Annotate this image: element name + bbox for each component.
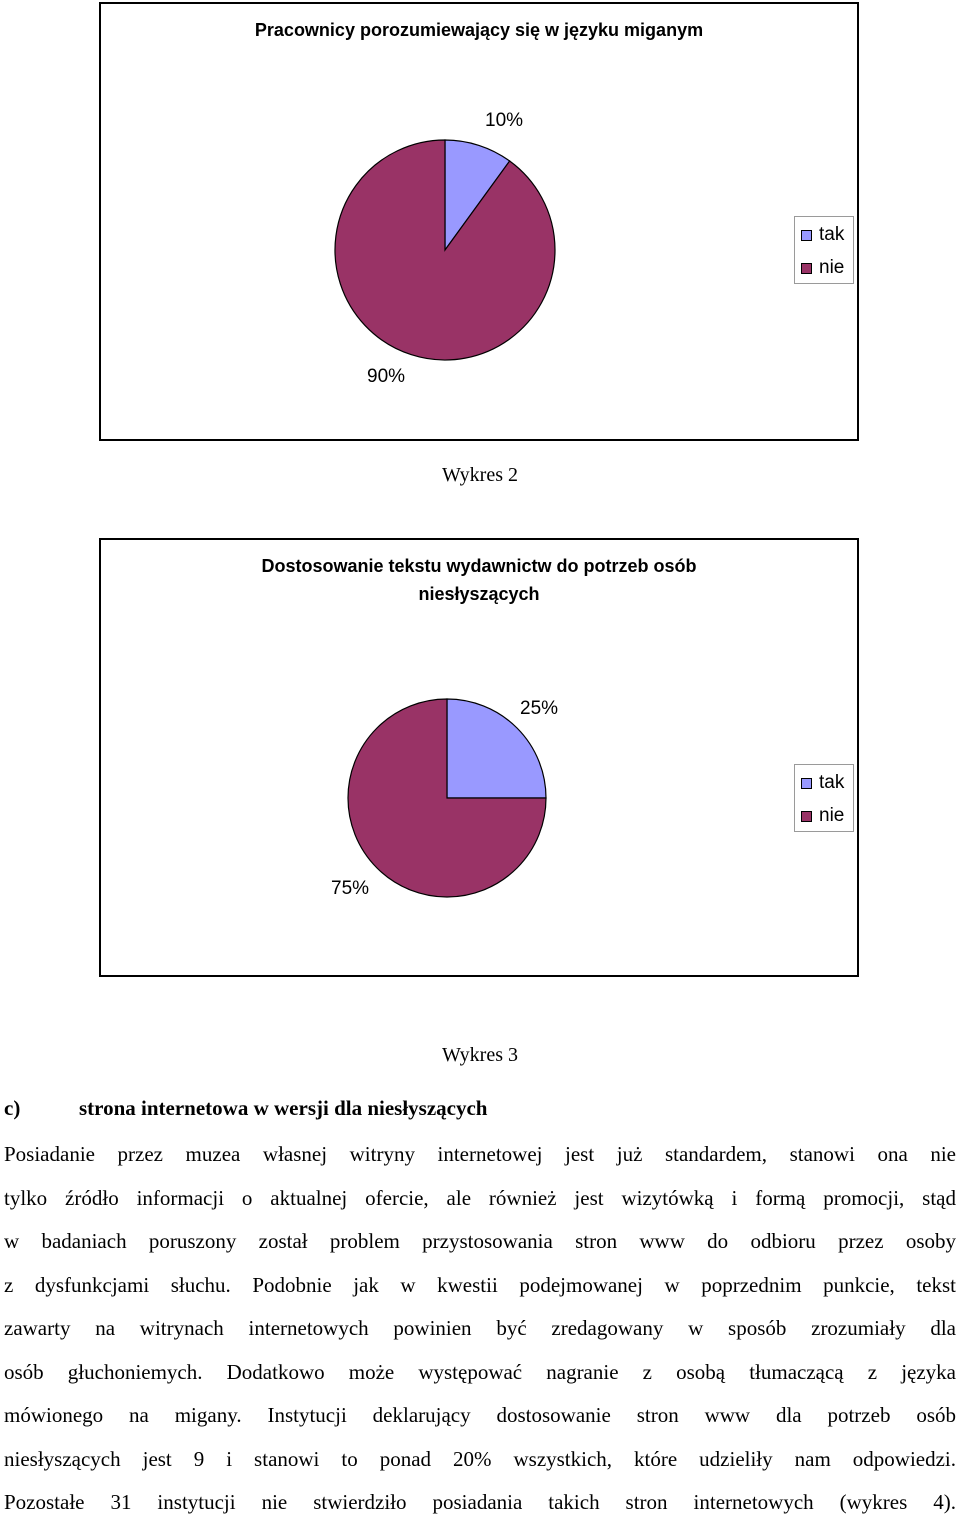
section-heading [4,1096,904,1121]
chart-1-pie [101,4,861,443]
chart-1-legend-item-tak [801,224,844,246]
legend-swatch-nie [801,263,812,274]
paragraph-line: niesłyszących jest 9 i stanowi to ponad 20% wszystkich, które udzieliły nam odpowiedzi. [4,1446,956,1471]
chart-1-legend [794,216,854,284]
legend-label-tak: tak [819,224,845,245]
chart-2-label-tak: 25% [520,698,559,719]
chart-3-caption: Wykres 3 [442,1044,518,1066]
paragraph-line: mówionego na migany. Instytucji deklarujący dostosowanie stron www dla potrzeb osób [4,1403,956,1427]
chart-2-pie [101,540,861,979]
paragraph-line: tylko źródło informacji o aktualnej ofercie, ale również jest wizytówką i formą promocji, stąd [4,1185,956,1210]
section-letter: c) [4,1096,21,1120]
paragraph-line: osób głuchoniemych. Dodatkowo może występować nagranie z osobą tłumaczącą z języka [4,1359,956,1384]
paragraph-line: w badaniach poruszony został problem przystosowania stron www do odbioru przez osoby [4,1229,956,1253]
chart-2-legend [794,764,854,832]
chart-2-title-line-2: niesłyszących [418,584,540,604]
paragraph-line: z dysfunkcjami słuchu. Podobnie jak w kwestii podejmowanej w poprzednim punkcie, tekst [4,1272,956,1297]
chart-2-title-line-1: Dostosowanie tekstu wydawnictw do potrzeb osób [261,556,697,576]
section-title: strona internetowa w wersji dla niesłyszących [79,1096,488,1120]
chart-1-title: Pracownicy porozumiewający się w języku miganym [254,20,704,40]
legend-swatch-nie [801,811,812,822]
chart-2-legend-item-tak [801,772,844,794]
legend-swatch-tak [801,778,812,789]
chart-1-slice-nie [335,140,555,360]
paragraph [4,1133,956,1525]
chart-1-label-tak: 10% [485,110,524,131]
legend-label-nie: nie [819,805,845,826]
paragraph-line: zawarty na witrynach internetowych powinien być zredagowany w sposób zrozumiały dla [4,1316,956,1340]
chart-1-legend-item-nie [801,257,844,279]
paragraph-line: Pozostałe 31 instytucji nie stwierdziło posiadania takich stron internetowych (wykres 4). [4,1490,956,1514]
chart-2-label-nie: 75% [331,878,370,899]
legend-swatch-tak [801,230,812,241]
legend-label-tak: tak [819,772,845,793]
chart-1-frame [99,2,859,441]
chart-1-label-nie: 90% [367,366,406,387]
chart-2-frame [99,538,859,977]
chart-2-caption: Wykres 2 [442,464,518,486]
chart-2-legend-item-nie [801,805,844,827]
legend-label-nie: nie [819,257,845,278]
paragraph-line: Posiadanie przez muzea własnej witryny internetowej jest już standardem, stanowi ona nie [4,1142,956,1166]
